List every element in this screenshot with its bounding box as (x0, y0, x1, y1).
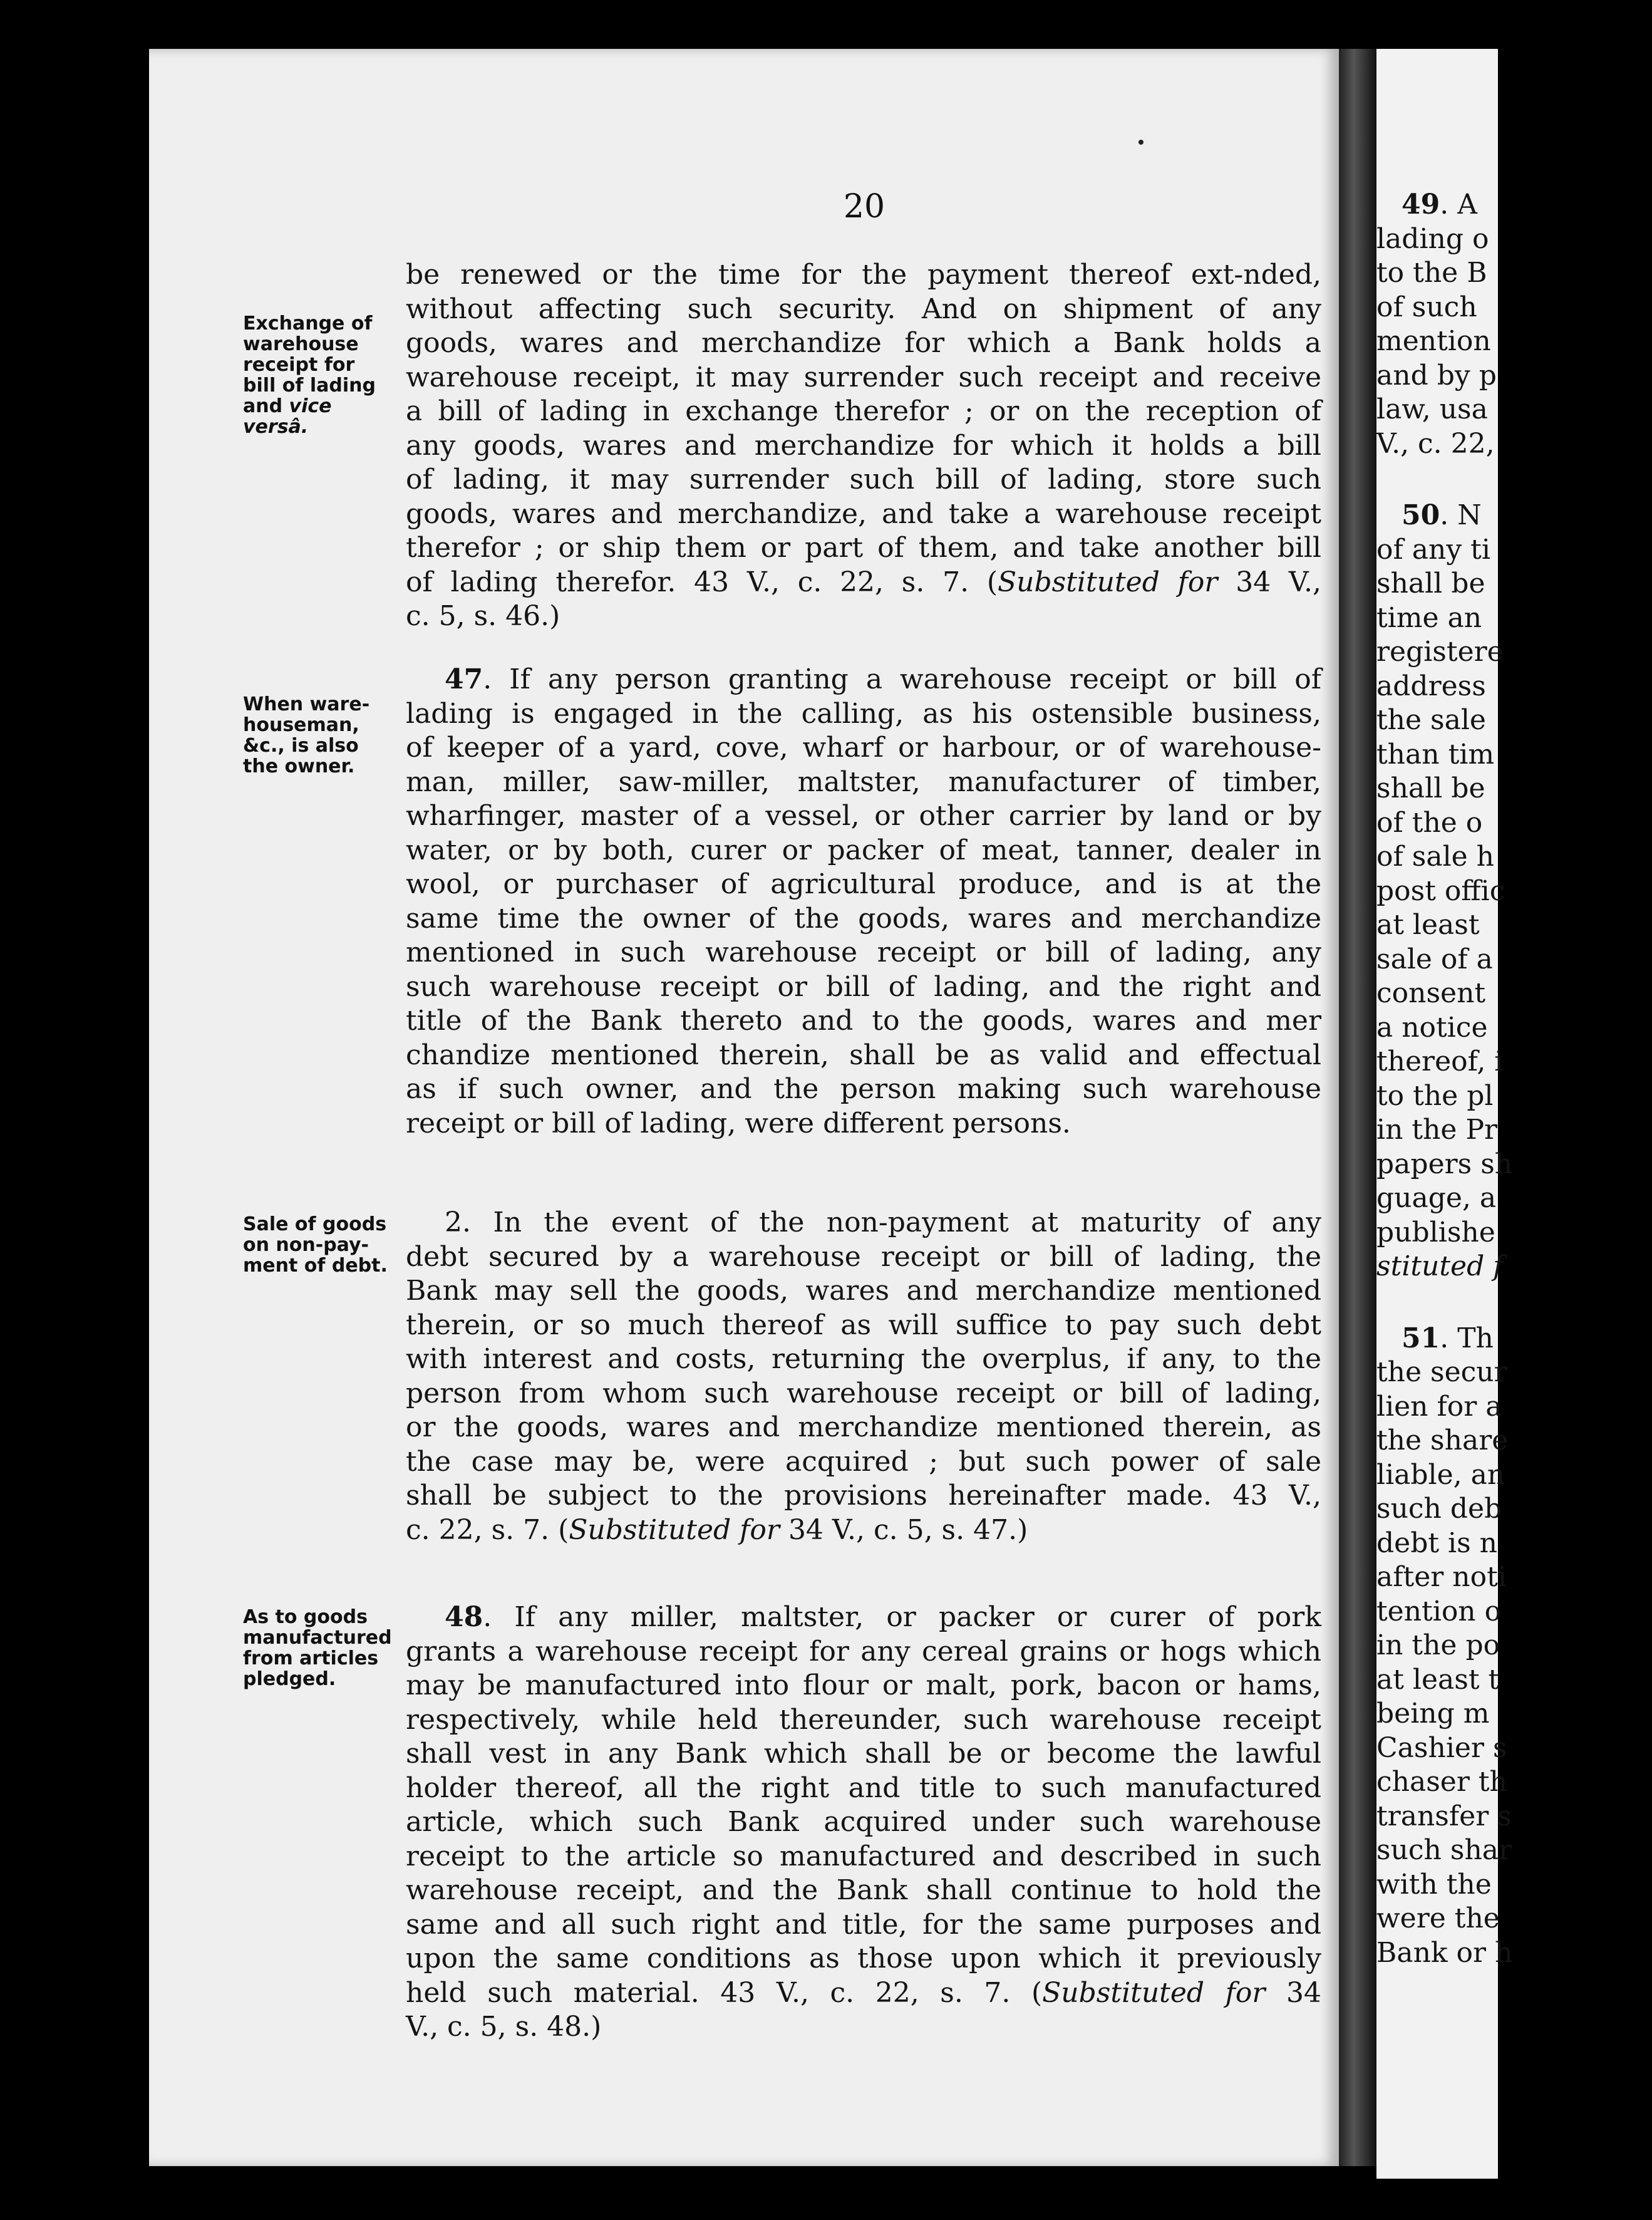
ink-speck (1138, 140, 1143, 145)
next-page-line: stituted f (1376, 1250, 1504, 1282)
next-page-line: shall be (1376, 772, 1485, 804)
margin-note-line: Exchange of (243, 313, 373, 335)
text-line: may be manufactured into flour or malt, pork, bacon or hams, (406, 1669, 1321, 1701)
next-page-line: mention (1376, 325, 1491, 357)
text-line: be renewed or the time for the payment thereof ext-nded, (406, 259, 1321, 291)
margin-note-line: the owner. (243, 755, 355, 777)
text-line: with interest and costs, returning the overplus, if any, to the (406, 1343, 1321, 1375)
next-page-line: thereof, i (1376, 1045, 1504, 1077)
text-line: the case may be, were acquired ; but such power of sale (406, 1445, 1321, 1478)
next-page-line: Cashier s (1376, 1731, 1507, 1764)
next-page-line: such deb (1376, 1493, 1502, 1525)
margin-note-line: bill of lading (243, 375, 376, 397)
text-line: therein, or so much thereof as will suffice to pay such debt (406, 1309, 1321, 1341)
text-line: V., c. 5, s. 48.) (406, 2011, 602, 2043)
section-number: 48 (445, 1601, 483, 1633)
next-page-line: lien for a (1376, 1390, 1502, 1423)
text-line: of keeper of a yard, cove, wharf or harbour, or of warehouse- (406, 732, 1321, 764)
margin-note-line: ment of debt. (243, 1255, 388, 1277)
text-line: any goods, wares and merchandize for which it holds a bill (406, 429, 1321, 462)
next-page-line: a notice (1376, 1011, 1488, 1044)
text-line: chandize mentioned therein, shall be as valid and effectual (406, 1039, 1321, 1071)
next-page-line: such shar (1376, 1834, 1512, 1866)
margin-note-line: When ware- (243, 693, 370, 715)
next-page-line: of sale h (1376, 841, 1495, 873)
next-page-line: 51. Th (1402, 1322, 1494, 1354)
margin-note-line: receipt for (243, 354, 355, 376)
text-line: wool, or purchaser of agricultural produce, and is at the (406, 868, 1321, 900)
text-line: holder thereof, all the right and title to such manufactured (406, 1771, 1321, 1804)
text-line: warehouse receipt, it may surrender such receipt and receive (406, 361, 1321, 393)
next-page-line: the sale (1376, 704, 1486, 736)
next-page-line: 49. A (1402, 189, 1477, 220)
next-page-line: to the B (1376, 257, 1487, 289)
text-line: grants a warehouse receipt for any cereal grains or hogs which (406, 1635, 1321, 1668)
section-number: 47 (445, 663, 483, 695)
next-page-line: tention o (1376, 1595, 1502, 1627)
next-page-line: the secur (1376, 1356, 1507, 1388)
page-number: 20 (843, 188, 885, 226)
text-line: title of the Bank thereto and to the goods, wares and mer (406, 1005, 1321, 1037)
margin-note (243, 313, 393, 437)
text-line: shall vest in any Bank which shall be or become the lawful (406, 1738, 1321, 1770)
next-page-line: in the Pr (1376, 1114, 1498, 1146)
margin-note (243, 1214, 393, 1276)
next-page-line: law, usa (1376, 393, 1488, 425)
section-text (406, 663, 1321, 1141)
next-page-line: post offic (1376, 874, 1505, 907)
text-line: a bill of lading in exchange therefor ; or on the reception of (406, 395, 1321, 427)
text-line: warehouse receipt, and the Bank shall continue to hold the (406, 1874, 1321, 1906)
text-line: person from whom such warehouse receipt or bill of lading, (406, 1377, 1321, 1409)
next-page-line: at least (1376, 909, 1480, 941)
next-page-line: than tim (1376, 738, 1495, 770)
next-page-line: in the po (1376, 1629, 1500, 1661)
text-line: upon the same conditions as those upon which it previously (406, 1942, 1321, 1974)
margin-note-line: houseman, (243, 714, 359, 736)
text-line: without affecting such security. And on shipment of any (406, 293, 1321, 325)
margin-note-line: &c., is also (243, 735, 359, 757)
next-page-line: at least t (1376, 1663, 1500, 1696)
text-line: respectively, while held thereunder, such warehouse receipt (406, 1703, 1321, 1736)
margin-note-line: Sale of goods (243, 1213, 387, 1235)
margin-note-line: on non-pay- (243, 1234, 369, 1256)
next-page-line: V., c. 22, (1376, 427, 1495, 460)
text-line: receipt to the article so manufactured and described in such (406, 1840, 1321, 1872)
text-line: water, or by both, curer or packer of meat, tanner, dealer in (406, 834, 1321, 866)
next-page-line: transfer s (1376, 1800, 1512, 1832)
next-page-fragment (1376, 49, 1513, 2179)
text-line: such warehouse receipt or bill of lading, and the right and (406, 970, 1321, 1003)
next-page-line: of the o (1376, 806, 1483, 839)
text-line: 47. If any person granting a warehouse receipt or bill of (445, 663, 1321, 695)
next-page-line: publishe (1376, 1216, 1495, 1248)
text-line: man, miller, saw-miller, maltster, manufacturer of timber, (406, 765, 1321, 798)
next-page-line: with the (1376, 1868, 1492, 1901)
text-line: mentioned in such warehouse receipt or bill of lading, any (406, 936, 1321, 968)
text-line: debt secured by a warehouse receipt or bill of lading, the (406, 1240, 1321, 1273)
section-text (406, 1206, 1321, 1547)
text-line: of lading, it may surrender such bill of lading, store such (406, 464, 1321, 495)
next-page-line: papers sh (1376, 1148, 1513, 1180)
text-line: goods, wares and merchandize, and take a warehouse receipt (406, 497, 1321, 530)
next-page-line: guage, a (1376, 1182, 1497, 1214)
next-page-line: to the pl (1376, 1079, 1494, 1112)
margin-note-line: pledged. (243, 1668, 336, 1690)
next-page-line: lading o (1376, 222, 1489, 255)
next-page-line: sale of a (1376, 943, 1493, 975)
next-page-line: of any ti (1376, 533, 1490, 566)
next-page-line: consent (1376, 977, 1486, 1009)
next-page-line: and by p (1376, 359, 1497, 392)
next-page-line: chaser th (1376, 1766, 1507, 1798)
next-page-line: time an (1376, 601, 1482, 634)
text-line: c. 5, s. 46.) (406, 600, 560, 632)
margin-note-line: from articles (243, 1647, 379, 1669)
text-line: same time the owner of the goods, wares and merchandize (406, 902, 1321, 935)
text-line: same and all such right and title, for the same purposes and (406, 1908, 1321, 1941)
next-page-line: 50. N (1402, 499, 1482, 531)
margin-note (243, 694, 393, 777)
text-line: or the goods, wares and merchandize mentioned therein, as (406, 1411, 1321, 1443)
text-line: receipt or bill of lading, were different persons. (406, 1107, 1071, 1139)
text-line: wharfinger, master of a vessel, or other carrier by land or by (406, 800, 1321, 832)
next-page-line: address (1376, 670, 1486, 702)
next-page-line: registere (1376, 636, 1504, 668)
text-line: as if such owner, and the person making such warehouse (406, 1073, 1321, 1105)
section-text (406, 1600, 1321, 2045)
text-line: Bank may sell the goods, wares and merchandize mentioned (406, 1275, 1321, 1307)
next-page-line: Bank or h (1376, 1936, 1513, 1969)
next-page-line: of such (1376, 291, 1477, 323)
text-line: article, which such Bank acquired under such warehouse (406, 1806, 1321, 1838)
next-page-line: debt is n (1376, 1527, 1498, 1559)
text-line: 2. In the event of the non-payment at maturity of any (445, 1206, 1321, 1238)
text-line: of lading therefor. 43 V., c. 22, s. 7. (Substituted for 34 V., (406, 566, 1321, 598)
next-page-line: being m (1376, 1698, 1490, 1730)
next-page-line: shall be (1376, 568, 1485, 599)
text-line: shall be subject to the provisions hereinafter made. 43 V., (406, 1480, 1321, 1512)
next-page-line: after noti (1376, 1561, 1507, 1593)
text-line: lading is engaged in the calling, as his ostensible business, (406, 697, 1321, 730)
next-page-line: the share (1376, 1424, 1509, 1456)
next-page-line: were the (1376, 1902, 1500, 1934)
text-line: c. 22, s. 7. (Substituted for 34 V., c. 5, s. 47.) (406, 1513, 1028, 1546)
margin-note (243, 1607, 393, 1689)
text-line: 48. If any miller, maltster, or packer or curer of pork (445, 1601, 1321, 1633)
next-page-line: liable, an (1376, 1458, 1505, 1491)
text-line: held such material. 43 V., c. 22, s. 7. (Substituted for 34 (406, 1976, 1322, 2009)
text-line: goods, wares and merchandize for which a Bank holds a (406, 327, 1321, 359)
margin-note-line: manufactured (243, 1627, 392, 1649)
text-line: therefor ; or ship them or part of them, and take another bill (406, 532, 1321, 564)
margin-note-line: and vice versâ. (243, 395, 332, 438)
margin-note-line: warehouse (243, 333, 359, 355)
book-gutter (1339, 49, 1376, 2166)
section-text (406, 258, 1321, 634)
margin-note-line: As to goods (243, 1606, 368, 1628)
